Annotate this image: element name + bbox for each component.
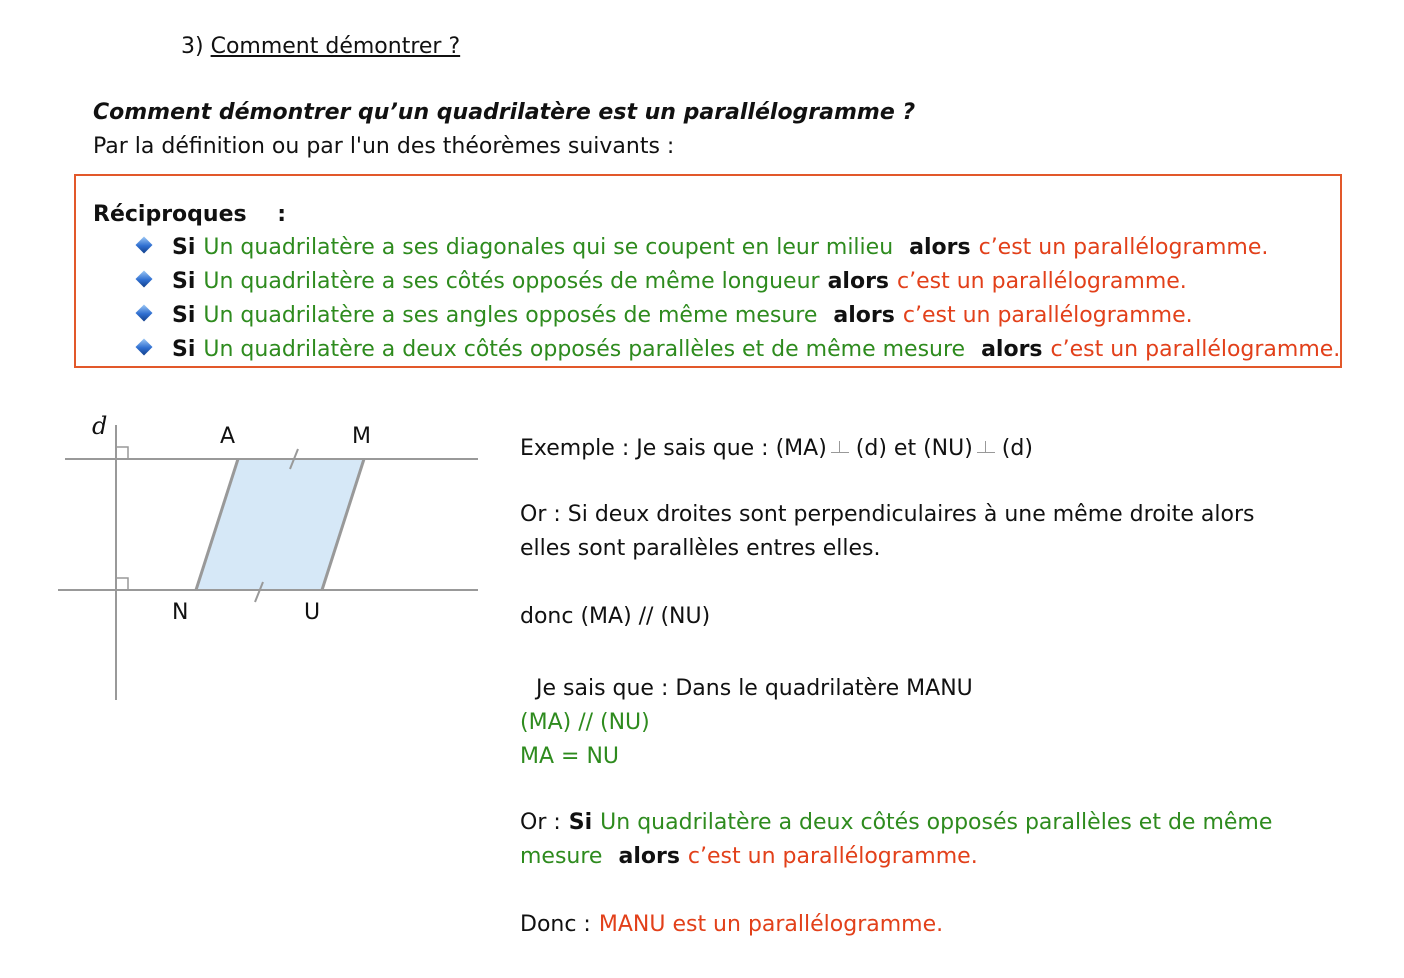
reciprocals-title: [93, 202, 286, 227]
reciprocal-item: [138, 303, 1193, 328]
reciprocal-item: [138, 337, 1340, 362]
conclusion-text: c’est un parallélogramme.: [902, 303, 1193, 328]
theorem-condition-end: mesure: [520, 844, 603, 869]
or-theorem-line2: [520, 844, 978, 869]
si-keyword: Si: [172, 269, 196, 294]
or-theorem-line1: [520, 810, 1272, 835]
bullet-diamond-icon: [136, 271, 153, 288]
right-angle-top: [116, 447, 128, 459]
condition-text: Un quadrilatère a ses côtés opposés de même longueur: [203, 269, 820, 294]
reciprocals-title-text: Réciproques: [93, 202, 247, 227]
label-u: U: [304, 600, 321, 625]
bullet-diamond-icon: [136, 339, 153, 356]
bullet-diamond-icon: [136, 237, 153, 254]
conclusion-text: c’est un parallélogramme.: [1050, 337, 1341, 362]
si-keyword: Si: [172, 337, 196, 362]
theorem-conclusion: c’est un parallélogramme.: [687, 844, 978, 869]
label-d: d: [92, 412, 108, 440]
perpendicular-icon: [973, 437, 995, 453]
label-m: M: [352, 424, 371, 449]
donc-label: Donc :: [520, 912, 591, 937]
or-property-line2: elles sont parallèles entres elles.: [520, 536, 881, 561]
alors-keyword: alors: [618, 844, 680, 869]
perpendicular-icon: [827, 437, 849, 453]
alors-keyword: alors: [827, 269, 890, 294]
section-number: 3): [181, 34, 204, 59]
condition-text: Un quadrilatère a ses diagonales qui se coupent en leur milieu: [203, 235, 894, 260]
condition-text: Un quadrilatère a deux côtés opposés parallèles et de même mesure: [203, 337, 966, 362]
alors-keyword: alors: [833, 303, 895, 328]
je-sais-que-2: Je sais que : Dans le quadrilatère MANU: [536, 676, 973, 701]
example-prefix: Exemple : Je sais que : (MA): [520, 436, 827, 461]
parallelogram-figure: [50, 405, 490, 705]
reciprocal-item: [138, 269, 1187, 294]
final-conclusion-text: MANU est un parallélogramme.: [598, 912, 944, 937]
conclusion-text: c’est un parallélogramme.: [897, 269, 1187, 294]
si-keyword: Si: [172, 303, 196, 328]
theorem-condition: Un quadrilatère a deux côtés opposés parallèles et de même: [600, 810, 1273, 835]
example-end: (d): [994, 436, 1033, 461]
reciprocals-colon: :: [277, 202, 287, 227]
intro-text: Par la définition ou par l'un des théorèmes suivants :: [93, 134, 675, 159]
example-mid: (d) et (NU): [848, 436, 973, 461]
section-heading: [181, 34, 460, 59]
condition-parallel: (MA) // (NU): [520, 710, 650, 735]
question-subtitle: Comment démontrer qu’un quadrilatère est un parallélogramme ?: [93, 100, 916, 125]
final-conclusion: [520, 912, 943, 937]
condition-equal: MA = NU: [520, 744, 620, 769]
bullet-diamond-icon: [136, 305, 153, 322]
condition-text: Un quadrilatère a ses angles opposés de même mesure: [203, 303, 818, 328]
si-keyword: Si: [568, 810, 593, 835]
alors-keyword: alors: [909, 235, 971, 260]
parallelogram-fill: [196, 459, 364, 590]
conclusion-text: c’est un parallélogramme.: [978, 235, 1269, 260]
alors-keyword: alors: [981, 337, 1043, 362]
or-label: Or :: [520, 810, 561, 835]
example-line: [520, 436, 1033, 461]
reciprocal-item: [138, 235, 1268, 260]
si-keyword: Si: [172, 235, 196, 260]
right-angle-bottom: [116, 578, 128, 590]
label-n: N: [172, 600, 189, 625]
section-title: Comment démontrer ?: [210, 34, 461, 59]
or-property-line1: Or : Si deux droites sont perpendiculaires à une même droite alors: [520, 502, 1255, 527]
label-a: A: [220, 424, 236, 449]
donc-parallel: donc (MA) // (NU): [520, 604, 711, 629]
